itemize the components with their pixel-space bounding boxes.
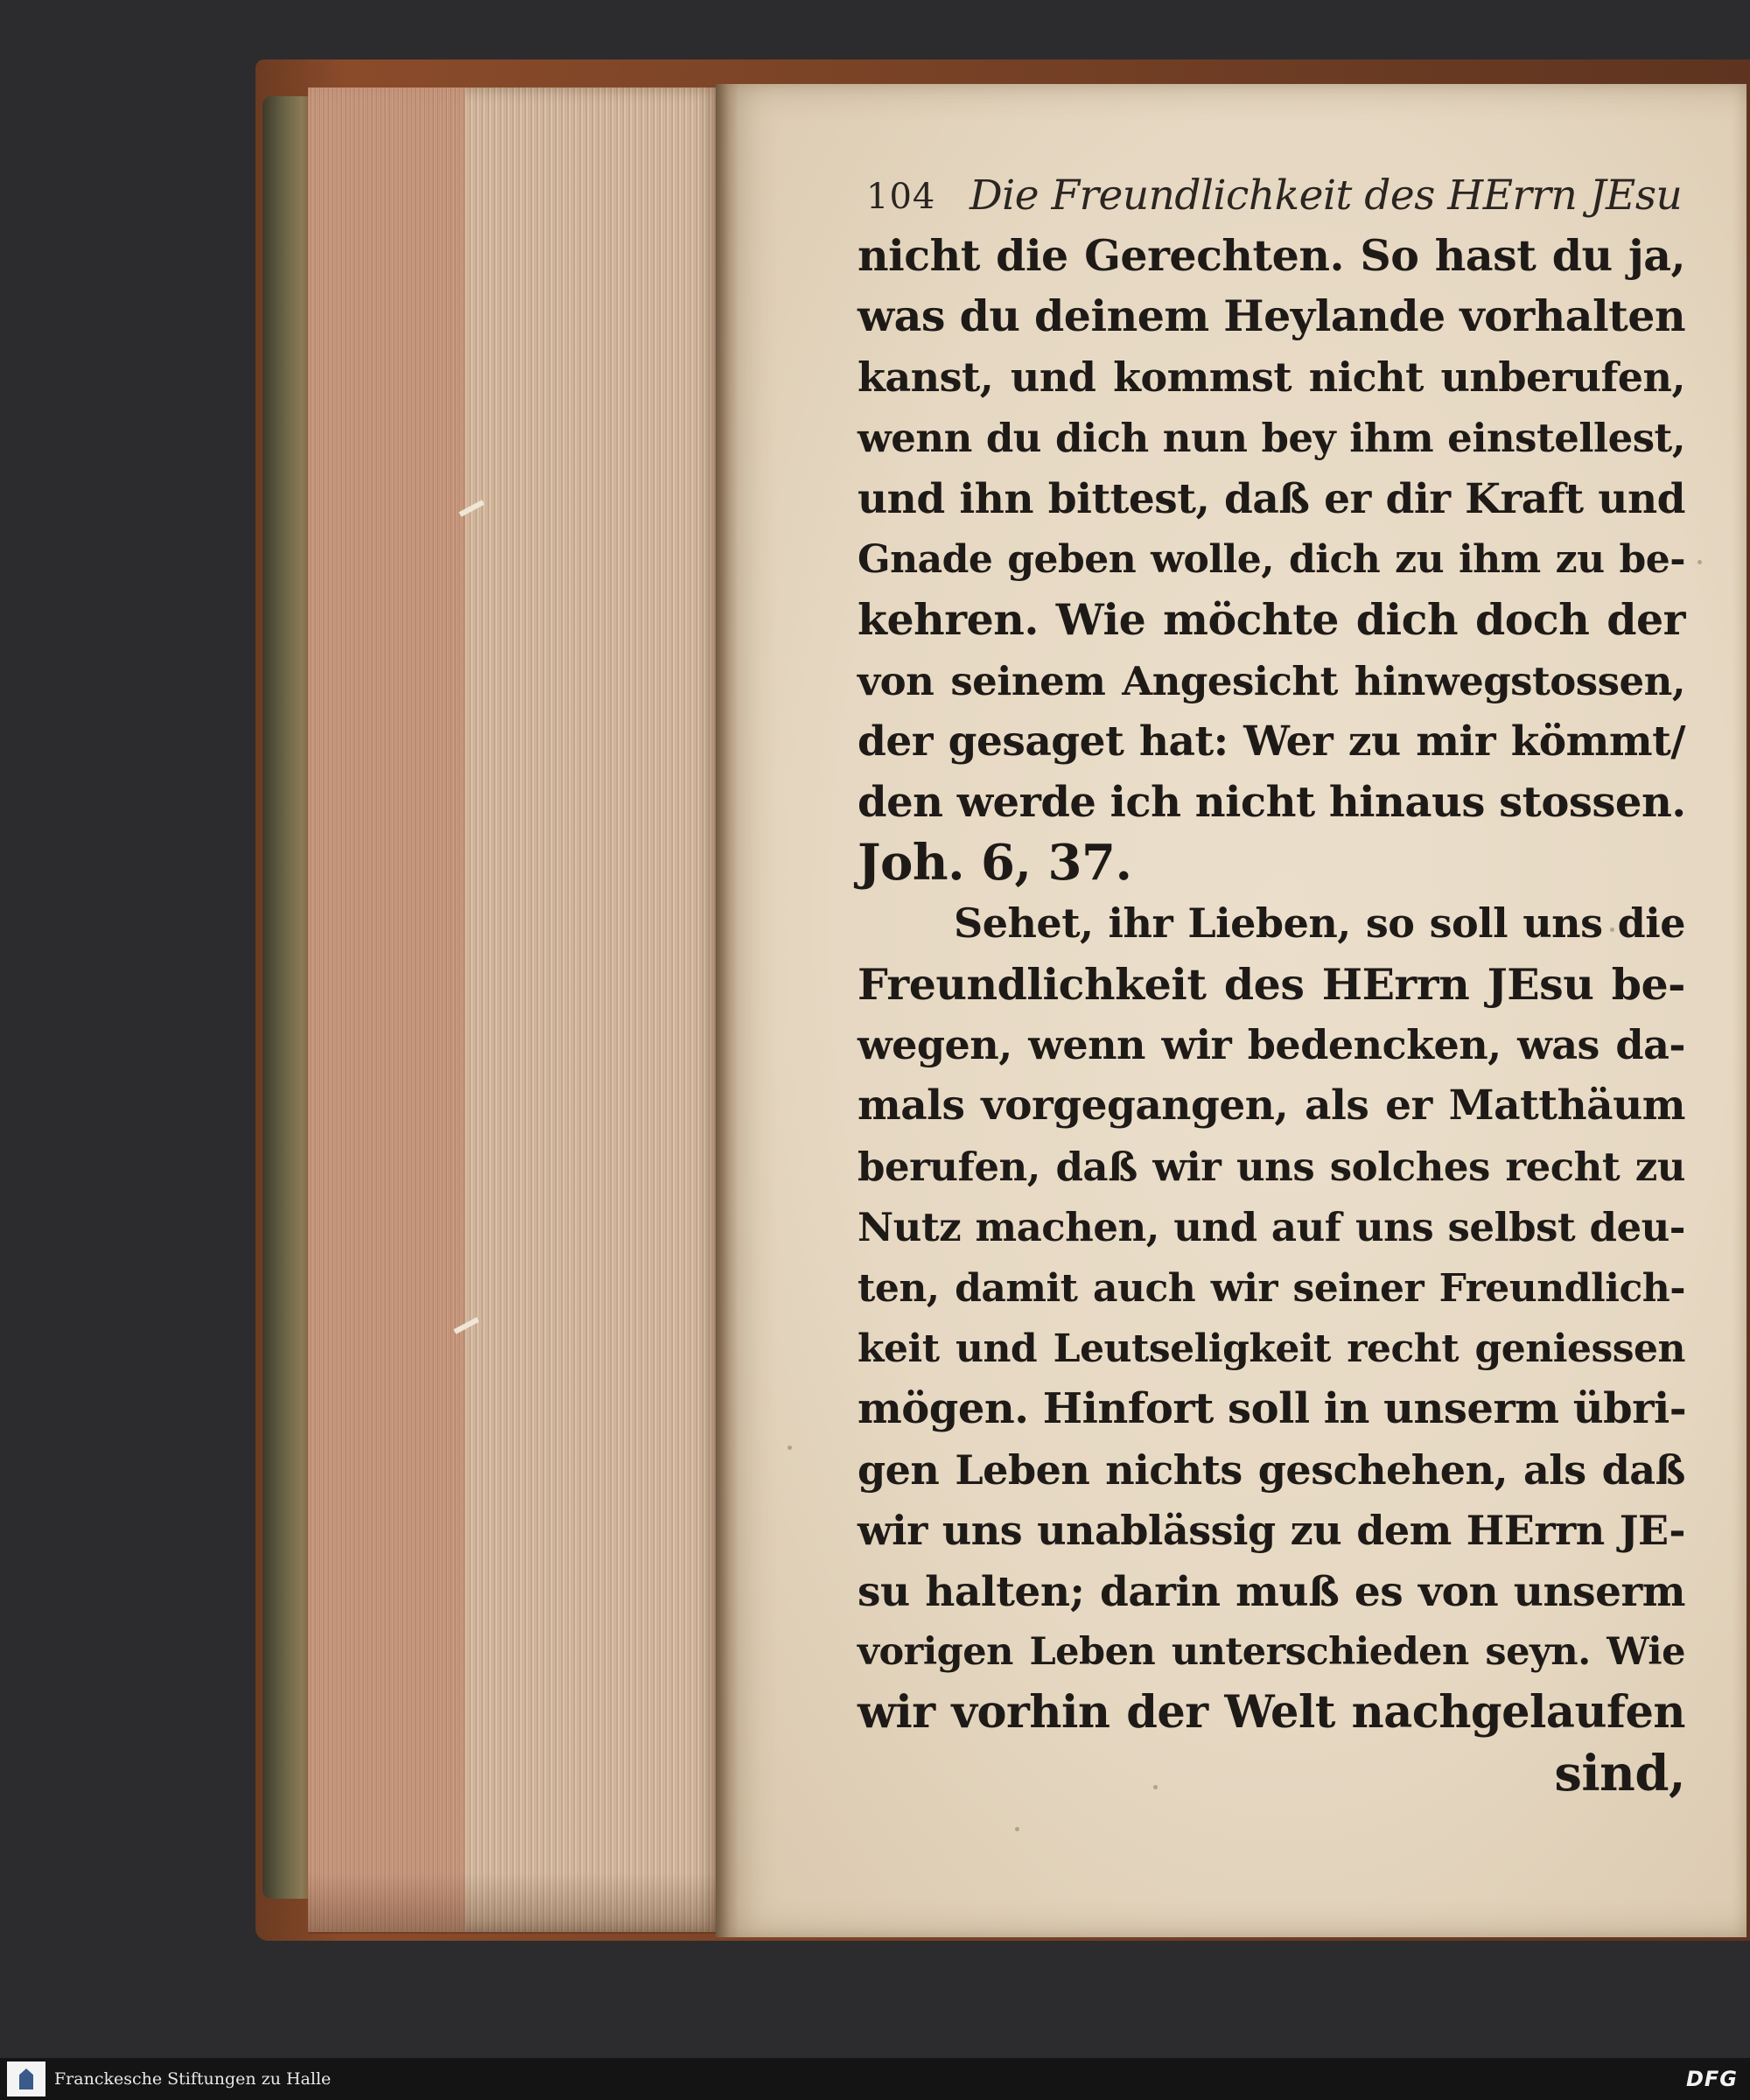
institution-name: Franckesche Stiftungen zu Halle [54,2069,332,2089]
text-line: wenn du dich nun bey ihm einstellest, [858,415,1685,462]
text-line: und ihn bittest, daß er dir Kraft und [858,474,1685,523]
text-line: wir uns unablässig zu dem HErrn JE- [858,1507,1685,1555]
text-line: Sehet, ihr Lieben, so soll uns die [954,900,1685,948]
text-line: nicht die Gerechten. So hast du ja, [858,230,1685,281]
page-header [866,172,1683,228]
paper-speck [1015,1827,1019,1831]
text-line: der gesaget hat: Wer zu mir kömmt/ [858,718,1685,766]
text-line: mögen. Hinfort soll in unserm übri- [858,1384,1687,1434]
text-line: kanst, und kommst nicht unberufen, [858,353,1685,401]
text-line: wir vorhin der Welt nachgelaufen [858,1686,1685,1740]
institution-logo-icon [7,2062,46,2096]
text-line: Freundlichkeit des HErrn JEsu be- [858,958,1685,1010]
text-line: ten, damit auch wir seiner Freundlich- [858,1265,1685,1311]
paper-speck [788,1446,792,1450]
page-fore-edge-tinted [308,88,466,1932]
text-line: berufen, daß wir uns solches recht zu [858,1143,1685,1190]
text-line: was du deinem Heylande vorhalten [858,290,1686,342]
page-number: 104 [866,177,936,217]
text-line: keit und Leutseligkeit recht geniessen [858,1326,1685,1372]
text-line: gen Leben nichts geschehen, als daß [858,1446,1685,1494]
running-title: Die Freundlichkeit des HErrn JEsu [970,172,1683,220]
text-line: von seinem Angesicht hinwegstossen, [858,657,1685,704]
footer-bar [0,2058,1750,2100]
text-line: den werde ich nicht hinaus stossen. [858,777,1686,827]
page-fore-edge-shadow [308,1872,719,1934]
text-line: mals vorgegangen, als er Matthäum [858,1082,1685,1130]
text-line: wegen, wenn wir bedencken, was da- [858,1021,1685,1069]
text-line: Gnade geben wolle, dich zu ihm zu be- [858,536,1685,582]
body-text [858,226,1685,1804]
text-line: Joh. 6, 37. [858,833,1132,892]
catchword: sind, [1554,1744,1685,1802]
text-line: Nutz machen, und auf uns selbst deu- [858,1204,1685,1251]
dfg-logo: DFG [1685,2067,1738,2091]
text-line: su halten; darin muß es von unserm [858,1567,1685,1616]
page-gutter [716,84,738,1937]
paper-speck [1698,560,1702,564]
building-icon [19,2068,33,2090]
text-line: kehren. Wie möchte dich doch der [858,594,1685,646]
text-line: vorigen Leben unterschieden seyn. Wie [858,1629,1685,1674]
